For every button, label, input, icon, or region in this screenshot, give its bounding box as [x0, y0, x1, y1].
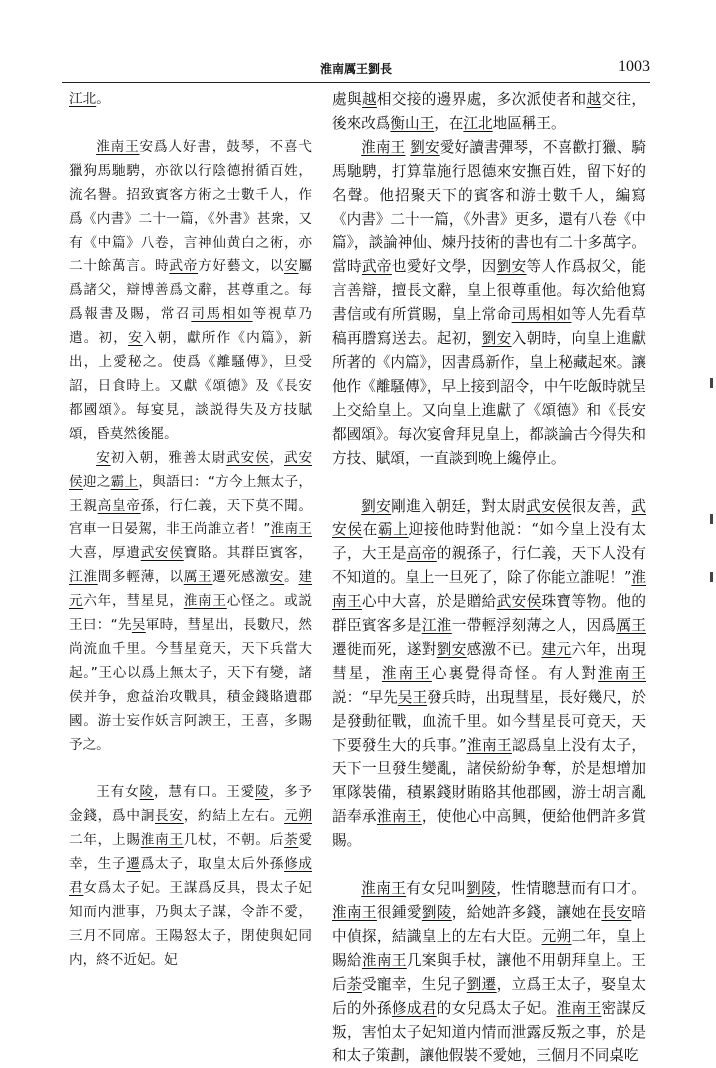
proper-noun: 淮南王 — [466, 736, 512, 754]
proper-noun: 越 — [586, 91, 602, 108]
text-run: 受寵幸，生兒子 — [361, 975, 467, 993]
proper-noun: 武安侯 — [332, 497, 646, 539]
text-run: ，約結上左右。 — [183, 808, 285, 825]
proper-noun: 劉安 — [410, 138, 440, 156]
text-run: 孫，行仁義，天下莫不聞。宫車一日晏駕，非王尚誰立者！” — [69, 497, 313, 538]
proper-noun: 建元 — [69, 569, 313, 610]
text-run: 屬爲諸父，辯博善爲文辭，甚尊重之。每爲報書及賜，常召 — [69, 258, 313, 323]
proper-noun: 司馬相如 — [191, 306, 253, 323]
text-run: 密謀反叛，害怕太子妃知道内情而泄露反叛之事，於是和太子策劃，讓他假裝不愛她，三個月不同桌吃 — [332, 999, 646, 1065]
proper-noun: 江北 — [463, 114, 493, 132]
text-run: ，在 — [434, 114, 464, 132]
proper-noun: 劉安 — [436, 640, 467, 658]
paragraph-continuation — [332, 88, 646, 136]
proper-noun: 淮南王 — [361, 880, 407, 898]
proper-noun: 淮南王 — [381, 664, 432, 682]
proper-noun: 荼 — [284, 832, 299, 849]
text-run: 。 — [96, 91, 110, 107]
proper-noun: 淮南王 — [140, 832, 184, 849]
text-run: 的女兒爲太子妃。 — [436, 999, 557, 1017]
text-run: 大喜，厚遺 — [69, 545, 141, 562]
proper-noun: 江北 — [69, 91, 97, 107]
proper-noun: 劉安 — [481, 330, 512, 348]
proper-noun: 霸上 — [110, 473, 139, 490]
proper-noun: 武帝 — [169, 258, 199, 275]
proper-noun: 建元 — [541, 640, 572, 658]
text-run: 在 — [362, 521, 378, 539]
proper-noun: 武安侯 — [140, 545, 184, 562]
proper-noun: 劉遷 — [466, 975, 497, 993]
proper-noun: 高帝 — [406, 545, 437, 563]
text-run: 很友善， — [571, 497, 632, 515]
proper-noun: 武安侯 — [226, 449, 270, 466]
proper-noun: 衡山王 — [390, 114, 435, 132]
proper-noun: 司馬相如 — [511, 306, 572, 324]
text-run: 二年，上賜 — [69, 832, 141, 849]
text-run: 心中大喜，於是贈給 — [361, 593, 497, 611]
proper-noun: 淮南王 — [183, 593, 227, 610]
text-run: 安爲人好書，鼓琴，不喜弋獵狗馬馳騁，亦欲以行陰德拊循百姓，流名譽。招致賓客方術之士數千人，作爲《内書》二十一篇，《外書》甚衆，又有《中篇》八卷，言神仙黄白之術，亦二十餘萬言。時 — [69, 138, 313, 275]
paragraph-liu-ling — [332, 877, 646, 1068]
proper-noun: 長安 — [155, 808, 184, 825]
proper-noun: 修成君 — [391, 999, 437, 1017]
proper-noun: 元朔 — [541, 927, 572, 945]
text-run: 軍時，彗星出，長數尺，然尚流血千里。今彗星竟天，天下兵當大起。”王心以爲上無太子，天下有變，諸侯并争，愈益治攻戰具，積金錢賂遺郡國。游士妄作妖言阿諛王，王喜，多賜予之。 — [69, 617, 313, 753]
text-run: 珠寶等物。他的群臣賓客多是 — [332, 593, 646, 635]
proper-noun: 修成君 — [69, 856, 313, 897]
text-run: ，使他心中高興，便給他們許多賞賜。 — [332, 808, 646, 850]
paragraph-liu-ling — [69, 781, 312, 972]
text-run: 的親孫子，行仁義，天下人没有不知道的。皇上一旦死了，除了你能立誰呢！” — [332, 545, 646, 587]
proper-noun: 淮南王 — [598, 664, 646, 682]
text-run: 女爲太子妃。王謀爲反具，畏太子妃知而内泄事，乃與太子謀，令詐不愛，三月不同席。王陽怒太子，閉使與妃同内，終不近妃。妃 — [69, 880, 313, 968]
proper-noun: 武安侯 — [526, 497, 572, 515]
paragraph-continuation — [69, 88, 312, 112]
header-rule — [62, 82, 650, 83]
text-run: 迎接他時對他説：“如今皇上没有太子，大王是 — [332, 521, 646, 563]
text-run: 愛好讀書彈琴，不喜歡打獵、騎馬馳騁，打算靠施行恩德來安撫百姓，留下好的名聲。他招聚天下的賓客和游士數千人，編寫《内書》二十一篇，《外書》更多，還有八卷《中篇》，談論神仙、煉丹技術的書也有二十多萬字。當時 — [332, 138, 646, 276]
proper-noun: 劉安 — [496, 258, 527, 276]
proper-noun: 劉陵 — [421, 904, 452, 921]
proper-noun: 江 — [421, 617, 437, 635]
text-run: ，立爲王太子，娶皇太后的外孫 — [332, 975, 646, 1017]
proper-noun: 越 — [361, 91, 377, 108]
running-header — [62, 58, 650, 82]
classical-text-column — [69, 88, 312, 973]
proper-noun: 陵 — [255, 784, 270, 801]
text-run: 入朝，獻所作《内篇》，新出，上愛秘之。使爲《離騷傳》，旦受詔，日食時上。又獻《頌德》及《長安都國頌》。每宴見，談説得失及方技賦頌，昏莫然後罷。 — [69, 330, 313, 442]
proper-noun: 元朔 — [284, 808, 313, 825]
running-title: 淮南厲王劉長 — [319, 62, 392, 76]
text-run: ，性情聰慧而有口才。 — [496, 880, 646, 898]
text-run: 發兵時，出現彗星，長好幾尺，於是發動征戰，血流千里。如今彗星長可竟天，天下要發生大的兵事。” — [332, 688, 646, 754]
text-run: ，慧有口。王愛 — [153, 784, 256, 801]
proper-noun: 安 — [128, 330, 143, 347]
proper-noun: 劉陵 — [466, 880, 497, 898]
scan-margin-mark — [710, 514, 713, 524]
text-run: 迎之 — [82, 473, 111, 490]
paragraph-liu-an — [69, 136, 312, 447]
proper-noun: 安 — [269, 569, 285, 586]
proper-noun: 武帝 — [361, 258, 392, 276]
proper-noun: 淮南王 — [332, 569, 646, 611]
page-number: 1003 — [618, 58, 650, 75]
proper-noun: 淮南王 — [332, 904, 377, 921]
paragraph-wuan-hou — [332, 495, 646, 854]
proper-noun: 長安 — [601, 904, 632, 921]
text-run: ，多予金錢，爲中詗 — [69, 784, 313, 825]
proper-noun: 霸上 — [377, 521, 409, 539]
text-run: 六年，出現彗星， — [332, 640, 646, 682]
text-run: 暗中偵探，結識皇上的左右大臣。 — [332, 904, 646, 945]
text-run: 遷死感激 — [212, 569, 270, 586]
proper-noun: 武安侯 — [69, 449, 313, 490]
text-run: 入朝時，向皇上進獻所著的《内篇》，因書爲新作，皇上秘藏起來。讓他作《離騷傳》，早上接到詔令，中午吃飯時就呈上交給皇上。又向皇上進獻了《頌德》和《長安都國頌》。每次宴會拜見皇上，都談論古今得失和方技、賦頌，一直談到晚上纔停止。 — [332, 330, 646, 467]
proper-noun: 淮南王 — [96, 138, 140, 155]
text-run: 感激不已。 — [466, 640, 542, 658]
text-run: ，與語曰：“方今上無太子，王親 — [69, 473, 313, 514]
text-run: 六年，彗星見， — [83, 593, 184, 610]
text-run: 認爲皇上没有太子，天下一旦發生變亂，諸侯紛紛争奪，於是想增加軍隊裝備，積累錢財賄賂其他郡國，游士胡言亂語奉承 — [332, 736, 646, 826]
proper-noun: 淮南王 — [361, 951, 407, 969]
text-run: ，給她許多錢，讓她在 — [451, 904, 602, 921]
text-run: 一帶輕浮刻薄之人，因爲 — [451, 617, 617, 635]
text-run: 交往，後來改爲 — [332, 91, 646, 132]
proper-noun: 吴 — [131, 617, 146, 634]
paragraph-wuan-hou — [69, 447, 312, 758]
text-run: 相交接的邊界處，多次派使者和 — [376, 91, 587, 108]
text-run: 間多輕薄，以 — [97, 569, 184, 586]
text-run: 有女兒叫 — [406, 880, 467, 898]
text-run: 愛幸，生子 — [69, 832, 313, 873]
text-run: 等視草乃遣。初， — [69, 306, 313, 347]
text-run: 心裏覺得奇怪。有人對 — [431, 664, 599, 682]
proper-noun: 淮 — [436, 617, 452, 635]
text-run: 几杖，不朝。后 — [183, 832, 285, 849]
paragraph-liu-an — [332, 136, 646, 471]
proper-noun: 安 — [96, 449, 111, 466]
scan-margin-mark — [710, 572, 713, 582]
proper-noun: 遷 — [126, 856, 141, 873]
proper-noun: 厲王 — [183, 569, 213, 586]
proper-noun: 淮南王 — [270, 521, 312, 538]
text-run: ， — [269, 449, 284, 466]
proper-noun: 陵 — [139, 784, 154, 801]
proper-noun: 江 — [69, 569, 84, 586]
text-run: 也愛好文學，因 — [391, 258, 497, 276]
text-run: 等人先看草稿再謄寫送去。起初， — [332, 306, 646, 348]
text-run: 爲太子，取皇太后外孫 — [140, 856, 285, 873]
scan-margin-mark — [710, 378, 713, 388]
text-run: 很鍾愛 — [376, 904, 422, 921]
text-run: 方好藝文，以 — [198, 258, 285, 275]
proper-noun: 荼 — [346, 975, 362, 993]
proper-noun: 淮南王 — [361, 138, 406, 156]
proper-noun: 吴王 — [397, 688, 428, 706]
text-run: 心怪之。或説王曰：“先 — [69, 593, 313, 634]
text-run: 遷徙而死，遂對 — [332, 640, 437, 658]
translation-column — [332, 88, 646, 1068]
proper-noun: 高皇帝 — [97, 497, 141, 514]
text-run: 。 — [284, 569, 299, 586]
proper-noun: 淮南王 — [376, 808, 422, 826]
text-run: 剛進入朝廷，對太尉 — [391, 497, 527, 515]
proper-noun: 淮南王 — [556, 999, 602, 1017]
proper-noun: 淮 — [83, 569, 98, 586]
text-run: 初入朝，雅善太尉 — [110, 449, 227, 466]
text-run: 地區稱王。 — [492, 114, 566, 132]
proper-noun: 厲王 — [616, 617, 646, 635]
text-run: 等人作爲叔父，能言善辯，擅長文辭，皇上很尊重他。每次給他寫書信或有所賞賜，皇上常命 — [332, 258, 646, 324]
text-run: 寶賂。其群臣賓客， — [183, 545, 313, 562]
text-run: 説：“早先 — [332, 688, 398, 706]
text-run: 几案與手杖，讓他不用朝拜皇上。王后 — [332, 951, 646, 993]
proper-noun: 安 — [284, 258, 299, 275]
proper-noun: 武安侯 — [496, 593, 542, 611]
text-run: 王有女 — [96, 784, 140, 801]
text-run: 二年，皇上賜給 — [332, 927, 646, 969]
proper-noun: 劉安 — [361, 497, 392, 515]
text-run: 處與 — [332, 91, 362, 108]
